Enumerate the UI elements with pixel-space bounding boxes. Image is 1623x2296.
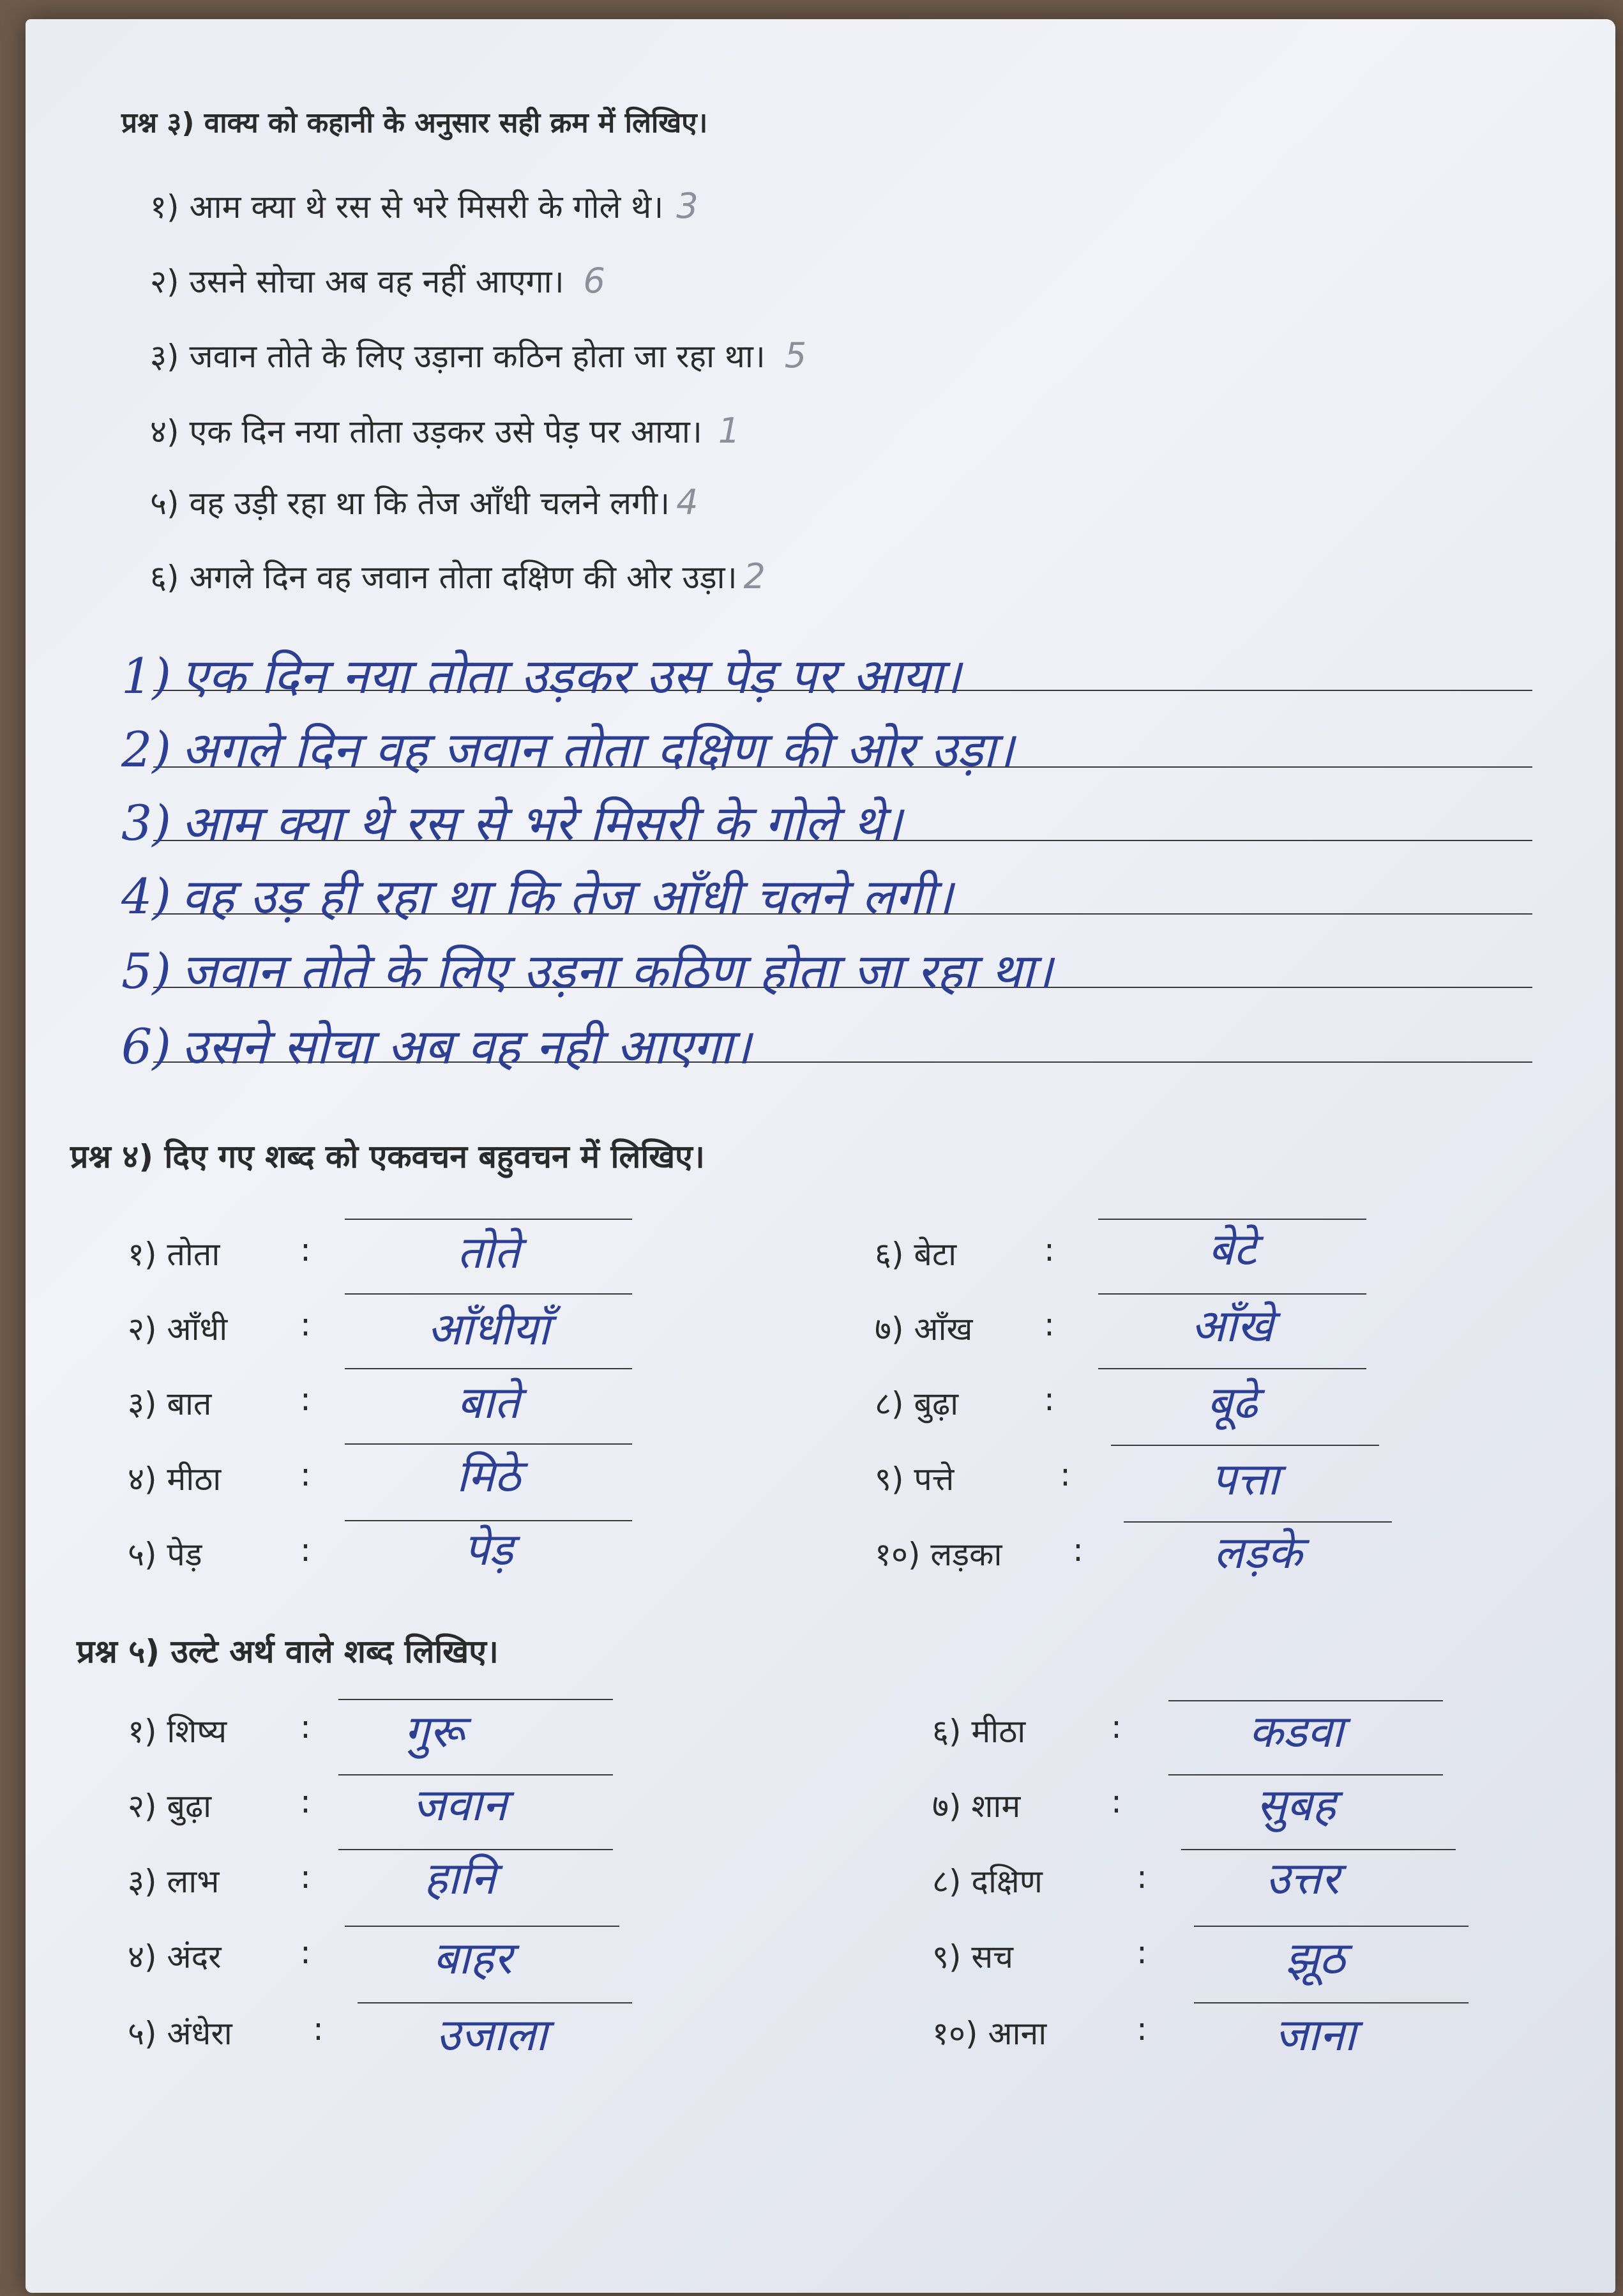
colon: : (300, 1456, 311, 1493)
colon: : (1073, 1532, 1083, 1569)
colon: : (300, 1708, 311, 1745)
q5-answer: उजाला (435, 2009, 548, 2061)
q4-item-label: १) तोता (128, 1236, 220, 1273)
q4-answer: बाते (457, 1376, 520, 1429)
q4-answer: तोते (457, 1226, 520, 1279)
q3-sentence (150, 554, 766, 598)
q3-sentence-number: ४) (150, 413, 179, 450)
q3-sentence (150, 333, 806, 377)
q5-answer: हानि (423, 1852, 496, 1904)
order-mark: 6 (583, 261, 605, 301)
q3-sentence-text: जवान तोते के लिए उड़ाना कठिन होता जा रहा था। (189, 338, 766, 375)
worksheet-page (26, 19, 1615, 2293)
answer-text: अगले दिन वह जवान तोता दक्षिण की ओर उड़ा। (181, 721, 1015, 778)
q4-item-label: ७) आँख (875, 1311, 973, 1348)
q3-sentence-number: १) (150, 188, 179, 225)
q3-title: प्रश्न ३) वाक्य को कहानी के अनुसार सही क्रम में लिखिए। (121, 107, 708, 139)
q5-answer: गुरू (404, 1705, 464, 1758)
order-mark: 4 (676, 482, 698, 522)
q3-sentence (150, 259, 605, 302)
handwritten-answer (121, 937, 1053, 1003)
answer-line (1111, 1445, 1379, 1446)
q5-item-label: ७) शाम (932, 1788, 1021, 1825)
colon: : (1136, 1934, 1147, 1971)
q4-item-label: ४) मीठा (128, 1461, 222, 1498)
handwritten-answer (121, 642, 961, 708)
colon: : (1111, 1783, 1122, 1820)
q4-title: प्रश्न ४) दिए गए शब्द को एकवचन बहुवचन में लिखिए। (70, 1138, 705, 1175)
q3-sentence-number: ५) (150, 485, 179, 522)
colon: : (1044, 1381, 1055, 1418)
answer-text: वह उड़ ही रहा था कि तेज आँधी चलने लगी। (181, 868, 953, 925)
colon: : (300, 1381, 311, 1418)
q3-sentence (150, 184, 698, 227)
q4-answer: लड़के (1213, 1526, 1302, 1579)
q5-item-label: ९) सच (932, 1938, 1013, 1975)
q4-item-label: २) आँधी (128, 1311, 228, 1348)
q3-sentence-text: वह उड़ी रहा था कि तेज आँधी चलने लगी। (189, 485, 670, 522)
colon: : (1060, 1456, 1071, 1493)
answer-number: 3) (121, 794, 172, 851)
q5-answer: सुबह (1256, 1779, 1336, 1831)
q4-item-label: ६) बेटा (875, 1236, 957, 1273)
q3-sentence (150, 409, 740, 452)
q3-sentence-number: ३) (150, 338, 179, 375)
colon: : (300, 1306, 311, 1343)
answer-line (345, 1368, 632, 1369)
answer-number: 4) (121, 868, 172, 925)
answer-line (345, 1293, 632, 1295)
colon: : (1044, 1306, 1055, 1343)
q3-sentence-text: उसने सोचा अब वह नहीं आएगा। (189, 263, 564, 300)
q4-item-label: ८) बुढ़ा (875, 1385, 959, 1422)
handwritten-answer (121, 789, 902, 855)
answer-number: 2) (121, 721, 172, 778)
answer-number: 1) (121, 648, 172, 704)
q4-answer: बेटे (1208, 1223, 1257, 1275)
q4-answer: बूढे (1207, 1376, 1258, 1429)
q5-answer: बाहर (433, 1932, 512, 1984)
q5-answer: उत्तर (1265, 1852, 1340, 1904)
q5-item-label: १०) आना (932, 2015, 1047, 2052)
q5-answer: जवान (412, 1779, 507, 1831)
answer-text: एक दिन नया तोता उड़कर उस पेड़ पर आया। (181, 648, 961, 704)
q5-title: प्रश्न ५) उल्टे अर्थ वाले शब्द लिखिए। (77, 1633, 499, 1670)
colon: : (300, 1532, 311, 1569)
q3-sentence-number: ६) (150, 559, 179, 596)
q4-item-label: ३) बात (128, 1385, 212, 1422)
colon: : (300, 1783, 311, 1820)
colon: : (1044, 1231, 1055, 1268)
q5-answer: झूठ (1285, 1932, 1345, 1984)
q5-item-label: ८) दक्षिण (932, 1863, 1043, 1900)
colon: : (1111, 1708, 1122, 1745)
answer-text: उसने सोचा अब वह नही आएगा। (181, 1018, 751, 1075)
handwritten-answer (121, 715, 1014, 781)
colon: : (1136, 2011, 1147, 2048)
q5-item-label: ६) मीठा (932, 1713, 1026, 1750)
colon: : (313, 2011, 324, 2048)
answer-line (1098, 1368, 1366, 1369)
q3-sentence-number: २) (150, 263, 179, 300)
q5-answer: जाना (1274, 2009, 1356, 2061)
q5-item-label: ५) अंधेरा (128, 2015, 232, 2052)
answer-text: जवान तोते के लिए उड़ना कठिण होता जा रहा था। (181, 943, 1053, 1000)
answer-number: 6) (121, 1018, 172, 1075)
q4-item-label: ५) पेड़ (128, 1536, 202, 1573)
q4-item-label: १०) लड़का (875, 1536, 1002, 1573)
q5-item-label: १) शिष्य (128, 1713, 227, 1750)
order-mark: 5 (784, 335, 807, 376)
q5-item-label: ३) लाभ (128, 1863, 220, 1900)
q4-answer: पेड़ (464, 1523, 513, 1576)
colon: : (1136, 1859, 1147, 1896)
answer-number: 5) (121, 943, 172, 1000)
q3-sentence-text: अगले दिन वह जवान तोता दक्षिण की ओर उड़ा। (189, 559, 737, 596)
colon: : (300, 1859, 311, 1896)
q4-answer: मिठे (456, 1450, 521, 1502)
handwritten-answer (121, 862, 953, 928)
q5-answer: कडवा (1248, 1705, 1344, 1758)
order-mark: 1 (718, 411, 741, 451)
q4-answer: आँखे (1191, 1300, 1274, 1352)
q4-answer: आँधीयाँ (427, 1303, 550, 1355)
colon: : (300, 1231, 311, 1268)
q3-sentence-text: एक दिन नया तोता उड़कर उसे पेड़ पर आया। (189, 413, 702, 450)
q3-sentence-text: आम क्या थे रस से भरे मिसरी के गोले थे। (189, 188, 664, 225)
q4-answer: पत्ता (1211, 1453, 1280, 1505)
order-mark: 3 (676, 186, 698, 226)
colon: : (300, 1934, 311, 1971)
handwritten-answer (121, 1012, 751, 1078)
q4-item-label: ९) पत्ते (875, 1461, 955, 1498)
q5-item-label: ४) अंदर (128, 1938, 222, 1975)
order-mark: 2 (743, 556, 766, 597)
answer-text: आम क्या थे रस से भरे मिसरी के गोले थे। (181, 794, 902, 851)
q5-item-label: २) बुढ़ा (128, 1788, 212, 1825)
q3-sentence (150, 480, 698, 524)
